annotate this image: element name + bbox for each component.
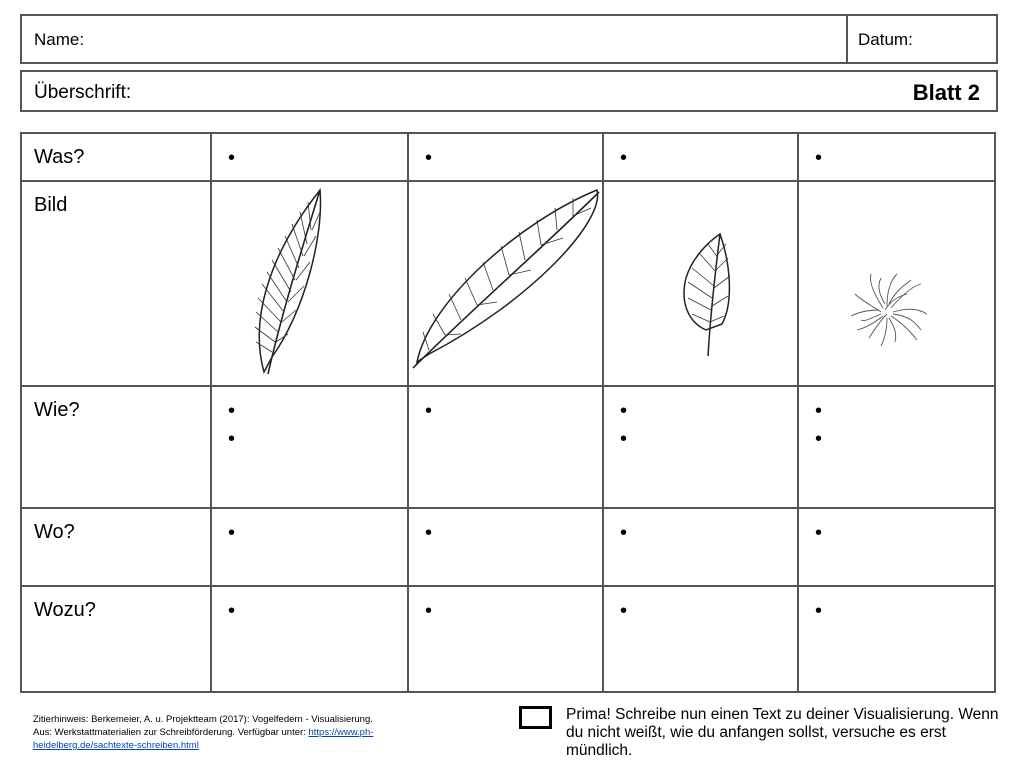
done-checkbox[interactable] [519,706,552,729]
bullet: • [620,428,628,450]
row-label-wo: Wo? [21,508,211,586]
row-wo [21,508,995,586]
bullet: • [228,400,236,422]
bullet: • [425,600,433,622]
citation-line-2: Aus: Werkstattmaterialien zur Schreibförderung. Verfügbar unter: [33,727,309,738]
title-box [20,70,998,112]
cell-wo-1 [211,508,408,586]
cell-bild-2 [408,181,603,386]
row-label-wozu: Wozu? [21,586,211,692]
cell-wie-1 [211,386,408,508]
row-label-wie: Wie? [21,386,211,508]
cell-was-3 [603,133,798,181]
feather-1-icon [212,182,407,385]
bullet: • [620,522,628,544]
cell-was-1 [211,133,408,181]
cell-wie-3 [603,386,798,508]
cell-wo-3 [603,508,798,586]
bullet: • [815,600,823,622]
cell-wie-2 [408,386,603,508]
row-label-bild: Bild [21,181,211,386]
bullet: • [815,400,823,422]
cell-wo-4 [798,508,995,586]
sheet-label: Blatt 2 [912,80,980,105]
name-label: Name: [34,30,85,49]
date-divider [846,16,848,62]
row-wozu [21,586,995,692]
bullet: • [620,400,628,422]
bullet: • [620,600,628,622]
cell-bild-1 [211,181,408,386]
row-label-was: Was? [21,133,211,181]
bullet: • [228,522,236,544]
date-label: Datum: [858,30,913,49]
citation-link[interactable]: https://www.ph-heidelberg.de/sachtexte-schreiben.html [33,727,374,751]
title-label: Überschrift: [34,82,132,103]
prima-instruction: Prima! Schreibe nun einen Text zu deiner Visualisierung. Wenn du nicht weißt, wie du anfangen sollst, versuche es erst mündlich. [566,706,999,759]
bullet: • [228,428,236,450]
visualization-table [20,132,996,693]
bullet: • [228,600,236,622]
row-was [21,133,995,181]
cell-was-2 [408,133,603,181]
feather-3-icon [604,182,797,385]
bullet: • [425,147,433,169]
bullet: • [425,522,433,544]
citation [33,713,473,752]
name-date-box [20,14,998,64]
cell-wo-2 [408,508,603,586]
bullet: • [815,428,823,450]
cell-wie-4 [798,386,995,508]
citation-line-1: Zitierhinweis: Berkemeier, A. u. Projektteam (2017): Vogelfedern - Visualisierung. [33,714,373,725]
bullet: • [425,400,433,422]
feather-2-icon [409,182,602,385]
cell-wozu-2 [408,586,603,692]
bullet: • [228,147,236,169]
cell-wozu-4 [798,586,995,692]
row-wie [21,386,995,508]
cell-bild-4 [798,181,995,386]
row-bild [21,181,995,386]
bullet: • [620,147,628,169]
cell-wozu-1 [211,586,408,692]
bullet: • [815,522,823,544]
cell-wozu-3 [603,586,798,692]
cell-bild-3 [603,181,798,386]
bullet: • [815,147,823,169]
cell-was-4 [798,133,995,181]
down-feather-icon [799,182,994,385]
